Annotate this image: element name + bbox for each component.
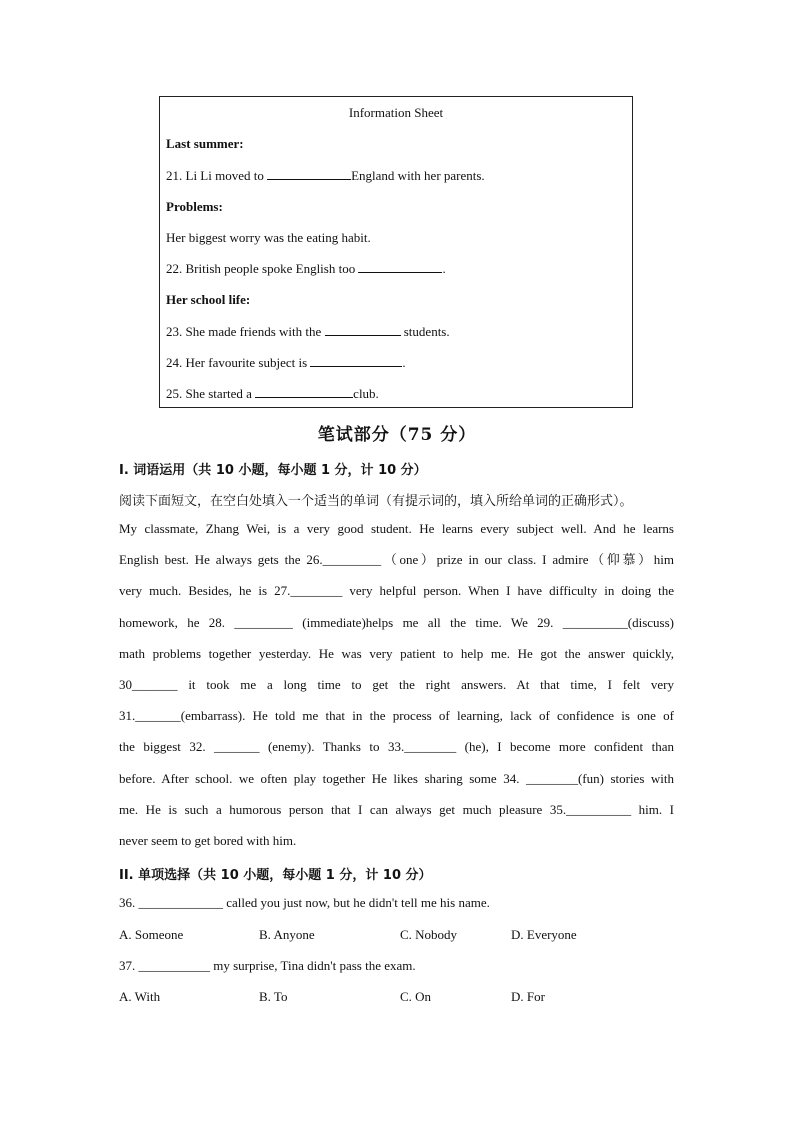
question-36-stem: 36. _____________ called you just now, but he didn't tell me his name. [119, 895, 490, 910]
q37-option-c[interactable]: C. On [400, 989, 432, 1004]
question-23 [166, 324, 450, 340]
q25-suffix: club. [353, 386, 379, 401]
q36-option-c[interactable]: C. Nobody [400, 927, 458, 942]
q36-option-a[interactable]: A. Someone [119, 927, 184, 942]
q37-option-d[interactable]: D. For [511, 989, 545, 1004]
q36-option-b[interactable]: B. Anyone [259, 927, 315, 942]
passage-line: math problems together yesterday. He was very patient to help me. He got the answer quickly, [119, 646, 674, 661]
q36-option-d[interactable]: D. Everyone [511, 927, 577, 942]
passage-line: before. After school. we often play together He likes sharing some 34. ________(fun) stories with [119, 771, 674, 786]
info-sheet-title: Information Sheet [348, 105, 444, 120]
part1-instruction: 阅读下面短文，在空白处填入一个适当的单词（有提示词的，填入所给单词的正确形式）。 [119, 494, 633, 509]
q24-suffix: . [402, 355, 406, 370]
information-sheet-box [159, 96, 633, 408]
question-22 [166, 261, 446, 277]
part2-heading: II. 单项选择（共 10 小题，每小题 1 分，计 10 分） [119, 868, 432, 883]
passage-line: me. He is such a humorous person that I can always get much pleasure 35.__________ him. I [119, 802, 674, 817]
passage-line: 31._______(embarrass). He told me that in the process of learning, lack of confidence is one of [119, 708, 674, 723]
part1-heading: I. 词语运用（共 10 小题，每小题 1 分，计 10 分） [119, 463, 427, 478]
question-24 [166, 355, 406, 371]
passage-line: English best. He always gets the 26._________（one）prize in our class. I admire（仰慕）him [119, 552, 674, 567]
q22-prefix: 22. British people spoke English too [166, 261, 359, 276]
problems-label: Problems: [166, 199, 223, 214]
question-21 [166, 168, 485, 184]
q23-blank[interactable] [325, 324, 401, 336]
q24-blank[interactable] [310, 355, 402, 367]
q25-prefix: 25. She started a [166, 386, 256, 401]
last-summer-label: Last summer: [166, 136, 244, 151]
q21-blank[interactable] [267, 168, 351, 180]
problems-text: Her biggest worry was the eating habit. [166, 230, 371, 245]
q24-prefix: 24. Her favourite subject is [166, 355, 311, 370]
question-37-stem: 37. ___________ my surprise, Tina didn't pass the exam. [119, 958, 416, 973]
passage-line: the biggest 32. _______ (enemy). Thanks to 33.________ (he), I become more confident than [119, 739, 674, 754]
school-life-label: Her school life: [166, 292, 251, 307]
q23-suffix: students. [400, 324, 450, 339]
q37-option-b[interactable]: B. To [259, 989, 288, 1004]
passage-line: My classmate, Zhang Wei, is a very good student. He learns every subject well. And he learns [119, 521, 674, 536]
question-25 [166, 386, 379, 402]
passage-line: homework, he 28. _________ (immediate)helps me all the time. We 29. __________(discuss) [119, 615, 674, 630]
q21-suffix: England with her parents. [351, 168, 485, 183]
passage-line: never seem to get bored with him. [119, 833, 297, 848]
written-section-title: 笔试部分（75 分） [317, 425, 477, 445]
q22-blank[interactable] [358, 261, 442, 273]
passage-line: 30_______ it took me a long time to get the right answers. At that time, I felt very [119, 677, 674, 692]
q25-blank[interactable] [255, 386, 353, 398]
q21-prefix: 21. Li Li moved to [166, 168, 268, 183]
passage-line: very much. Besides, he is 27.________ very helpful person. When I have difficulty in doing the [119, 583, 674, 598]
q22-suffix: . [442, 261, 446, 276]
q37-option-a[interactable]: A. With [119, 989, 161, 1004]
q23-prefix: 23. She made friends with the [166, 324, 325, 339]
